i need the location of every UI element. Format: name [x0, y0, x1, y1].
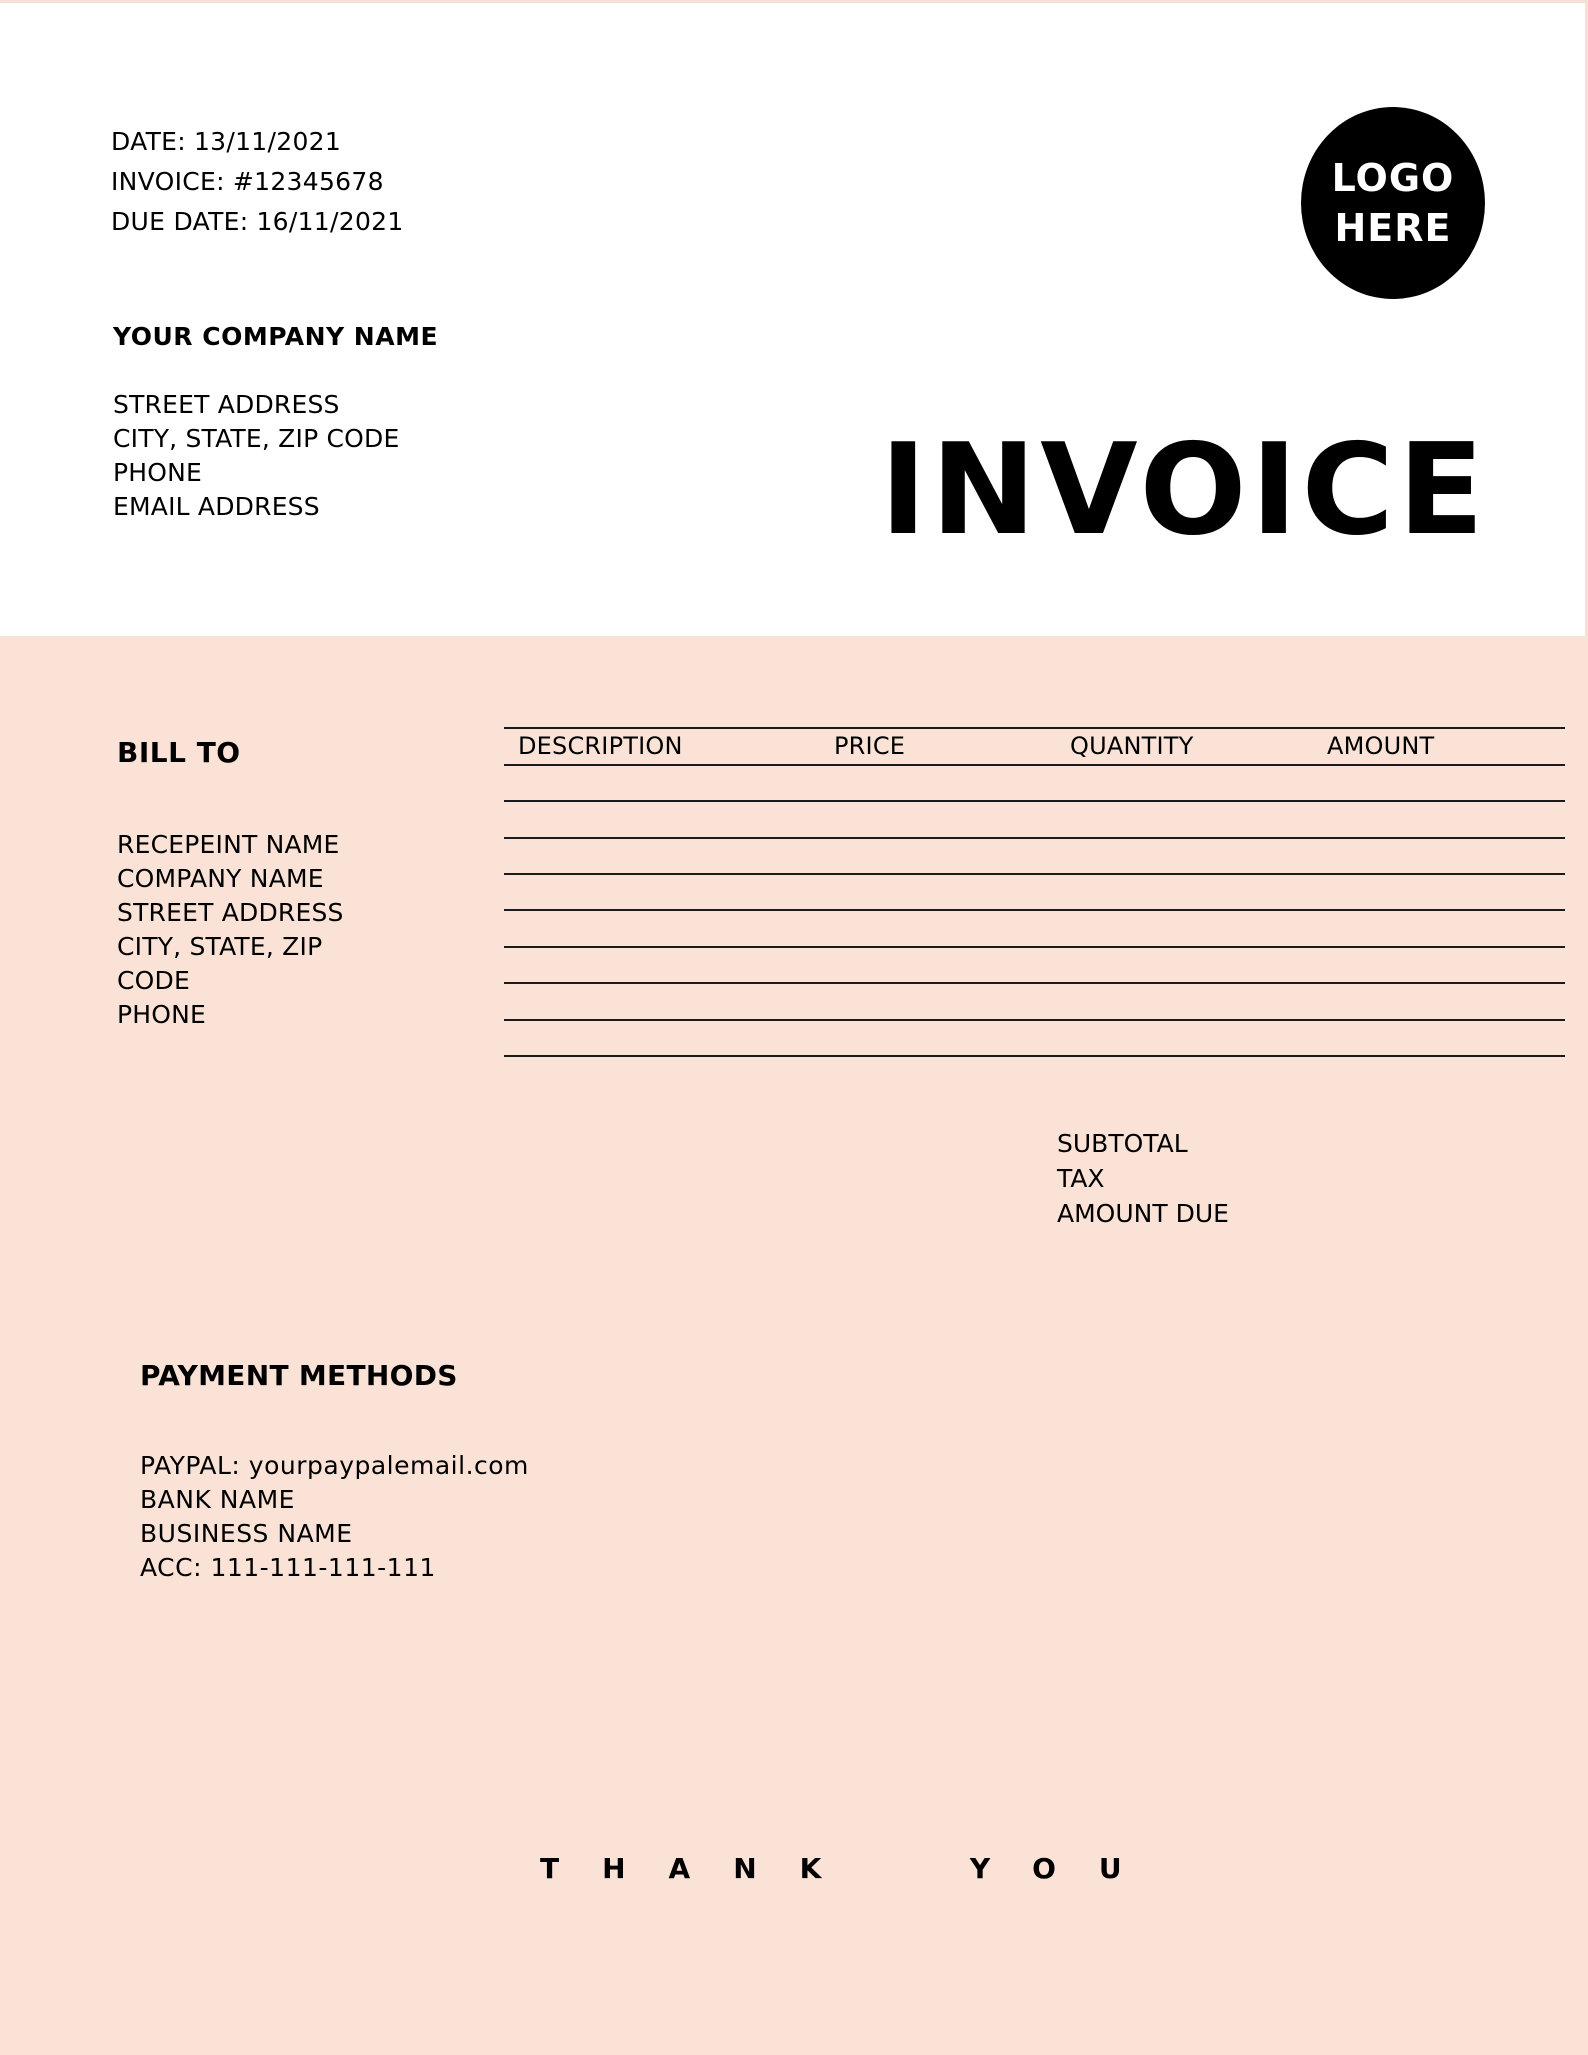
- bill-to-line: CITY, STATE, ZIP: [117, 932, 323, 961]
- bill-to-line: CODE: [117, 966, 190, 995]
- bill-to-line: STREET ADDRESS: [117, 898, 344, 927]
- meta-date: [111, 122, 404, 162]
- payment-line: BUSINESS NAME: [140, 1519, 353, 1548]
- tax-label: TAX: [1057, 1164, 1105, 1193]
- column-header-quantity: QUANTITY: [1070, 732, 1194, 760]
- logo-line: HERE: [1334, 206, 1452, 250]
- meta-due-date: [111, 202, 404, 242]
- table-rule: [504, 1019, 1565, 1021]
- payment-line: BANK NAME: [140, 1485, 295, 1514]
- company-address: [113, 388, 400, 524]
- table-rule: [504, 946, 1565, 948]
- table-rule: [504, 909, 1565, 911]
- logo-placeholder: [1301, 107, 1485, 299]
- column-header-price: PRICE: [834, 732, 906, 760]
- table-rule: [504, 1055, 1565, 1057]
- payment-line: PAYPAL: yourpaypalemail.com: [140, 1451, 529, 1480]
- table-rule: [504, 873, 1565, 875]
- table-rule: [504, 800, 1565, 802]
- company-address-line: EMAIL ADDRESS: [113, 492, 320, 521]
- company-address-line: CITY, STATE, ZIP CODE: [113, 424, 400, 453]
- company-address-line: PHONE: [113, 458, 203, 487]
- column-header-description: DESCRIPTION: [518, 732, 683, 760]
- thank-you-footer: THANK YOU: [540, 1852, 1165, 1885]
- meta-due-value: 16/11/2021: [256, 207, 404, 236]
- meta-invoice-value: #12345678: [232, 167, 384, 196]
- company-address-line: STREET ADDRESS: [113, 390, 340, 419]
- meta-invoice-label: INVOICE:: [111, 167, 225, 196]
- amount-due-label: AMOUNT DUE: [1057, 1199, 1229, 1228]
- meta-date-label: DATE:: [111, 127, 186, 156]
- table-rule: [504, 727, 1565, 729]
- column-header-amount: AMOUNT: [1327, 732, 1435, 760]
- subtotal-label: SUBTOTAL: [1057, 1129, 1188, 1158]
- bill-to-line: COMPANY NAME: [117, 864, 324, 893]
- company-name: YOUR COMPANY NAME: [113, 322, 439, 351]
- bill-to-line: PHONE: [117, 1000, 207, 1029]
- payment-methods-heading: PAYMENT METHODS: [140, 1359, 458, 1392]
- table-rule: [504, 764, 1565, 766]
- invoice-meta: [111, 122, 404, 242]
- bill-to-line: RECEPEINT NAME: [117, 830, 340, 859]
- logo-line: LOGO: [1331, 156, 1455, 200]
- top-border: [0, 0, 1588, 3]
- bill-to-details: [117, 828, 344, 1032]
- payment-line: ACC: 111-111-111-111: [140, 1553, 436, 1582]
- totals: [1057, 1126, 1229, 1231]
- table-rule: [504, 837, 1565, 839]
- payment-methods-details: [140, 1449, 529, 1585]
- page-title: INVOICE: [879, 416, 1488, 563]
- meta-invoice: [111, 162, 404, 202]
- bill-to-heading: BILL TO: [117, 736, 241, 769]
- table-rule: [504, 982, 1565, 984]
- meta-date-value: 13/11/2021: [193, 127, 342, 156]
- meta-due-label: DUE DATE:: [111, 207, 249, 236]
